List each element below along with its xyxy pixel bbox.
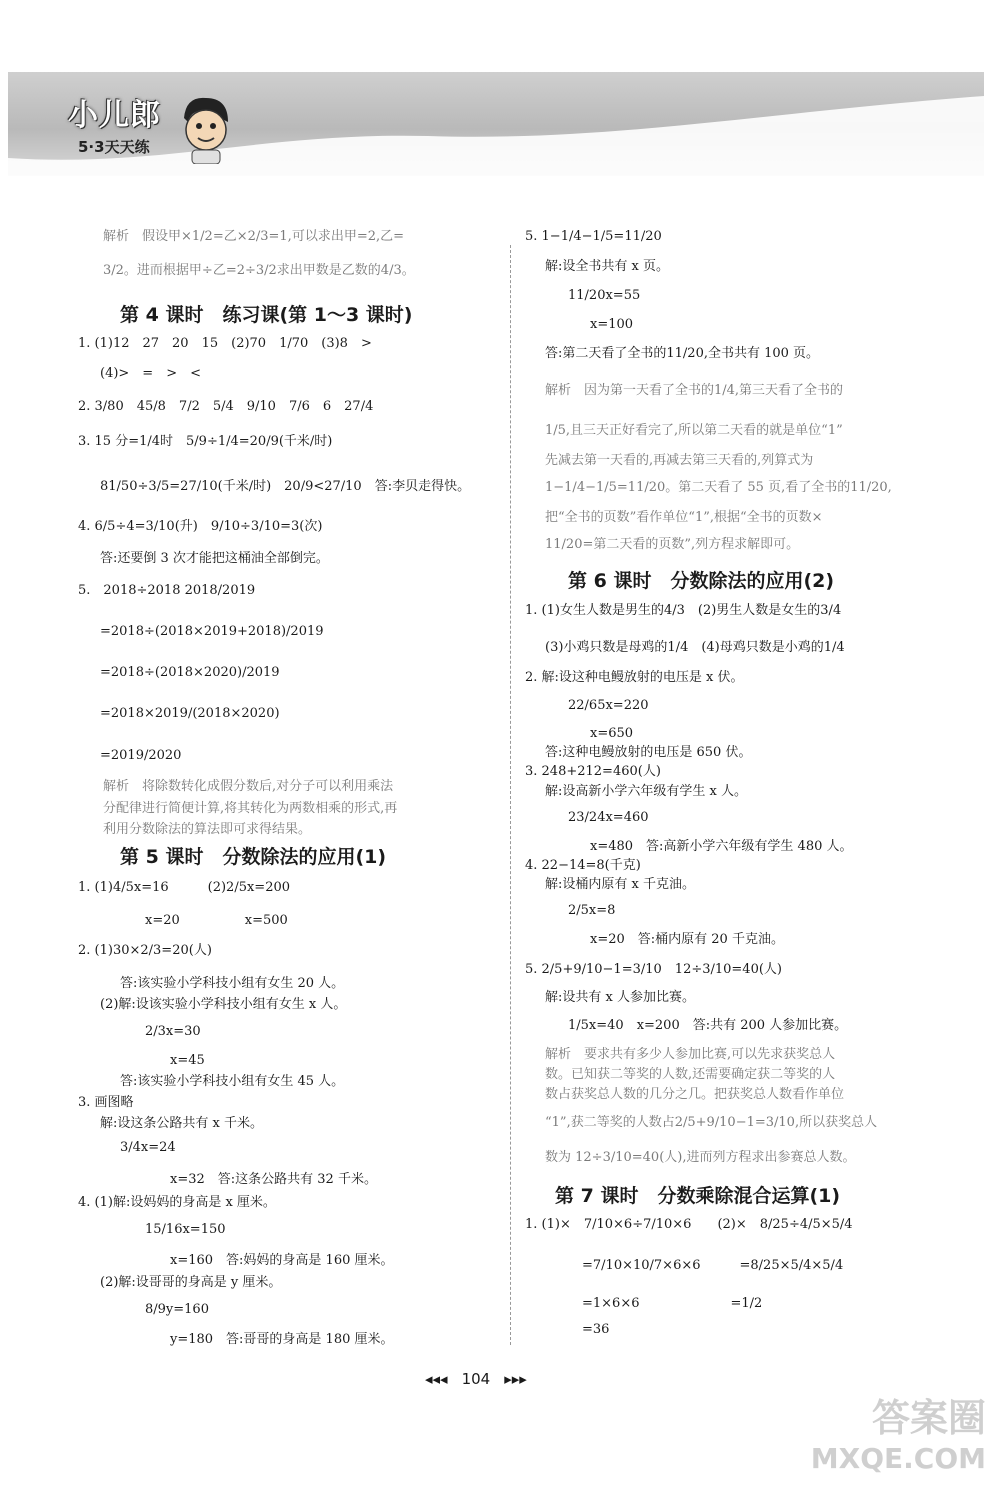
- lesson-6-note-line: “1”,获二等奖的人数占2/5+9/10−1=3/10,所以获奖总人: [545, 1115, 878, 1130]
- lesson-4-line: 81/50÷3/5=27/10(千米/时) 20/9<27/10 答:李贝走得快。: [100, 479, 471, 494]
- lesson-5-line: x=20 x=500: [145, 913, 288, 928]
- lesson-6-line: 1/5x=40 x=200 答:共有 200 人参加比赛。: [568, 1018, 848, 1033]
- lesson-6-line: 4. 22−14=8(千克): [525, 858, 641, 873]
- lesson-6-line: x=20 答:桶内原有 20 千克油。: [590, 932, 784, 947]
- lesson-5b-note-line: 把“全书的页数”看作单位“1”,根据“全书的页数×: [545, 510, 823, 525]
- lesson-6-line: x=480 答:高新小学六年级有学生 480 人。: [590, 839, 853, 854]
- lesson-5b-note-line: 先减去第一天看的,再减去第三天看的,列算式为: [545, 453, 814, 468]
- lesson-6-note-line: 数为 12÷3/10=40(人),进而列方程求出参赛总人数。: [545, 1150, 856, 1165]
- lesson-5-line: x=32 答:这条公路共有 32 千米。: [170, 1172, 377, 1187]
- lesson-6-line: 解:设高新小学六年级有学生 x 人。: [545, 784, 747, 799]
- lesson-5-heading: 第 5 课时 分数除法的应用(1): [120, 846, 387, 868]
- lesson-6-line: 答:这种电鳗放射的电压是 650 伏。: [545, 745, 752, 760]
- lesson-4-note-line: 解析 将除数转化成假分数后,对分子可以利用乘法: [103, 779, 394, 794]
- lesson-6-line: 22/65x=220: [568, 698, 649, 713]
- lesson-4-line: =2018×2019/(2018×2020): [100, 706, 280, 721]
- lesson-7-line: =36: [582, 1322, 610, 1337]
- lesson-5b-note-line: 解析 因为第一天看了全书的1/4,第三天看了全书的: [545, 383, 844, 398]
- watermark-title: 答案圈: [871, 1396, 986, 1440]
- lesson-5-line: x=160 答:妈妈的身高是 160 厘米。: [170, 1253, 394, 1268]
- lesson-5-line: (2)解:设哥哥的身高是 y 厘米。: [100, 1275, 282, 1290]
- lesson-5-line: 8/9y=160: [145, 1302, 209, 1317]
- lesson-5b-line: 5. 1−1/4−1/5=11/20: [525, 229, 662, 244]
- lesson-5-line: x=45: [170, 1053, 205, 1068]
- lesson-5-line: 1. (1)4/5x=16 (2)2/5x=200: [78, 880, 291, 895]
- lesson-5b-line: 11/20x=55: [568, 288, 641, 303]
- column-divider: [510, 245, 511, 1345]
- lesson-6-note-line: 数。已知获二等奖的人数,还需要确定获二等奖的人: [545, 1067, 836, 1082]
- brand-logo: 小儿郎: [68, 98, 161, 133]
- intro-note-line: 解析 假设甲×1/2=乙×2/3=1,可以求出甲=2,乙=: [103, 229, 405, 244]
- lesson-6-line: 2/5x=8: [568, 903, 616, 918]
- lesson-4-line: =2018÷(2018×2019+2018)/2019: [100, 624, 324, 639]
- watermark-url: MXQE.COM: [810, 1442, 986, 1475]
- lesson-4-line: =2019/2020: [100, 748, 182, 763]
- lesson-6-note-line: 数占获奖总人数的几分之几。把获奖总人数看作单位: [545, 1087, 845, 1102]
- lesson-5b-line: 解:设全书共有 x 页。: [545, 259, 669, 274]
- lesson-6-line: 1. (1)女生人数是男生的4/3 (2)男生人数是女生的3/4: [525, 603, 842, 618]
- prev-arrows-icon: ◂◂◂: [425, 1370, 448, 1388]
- lesson-5-line: 解:设这条公路共有 x 千米。: [100, 1116, 263, 1131]
- lesson-6-line: 23/24x=460: [568, 810, 649, 825]
- brand-subtitle: 5·3天天练: [78, 138, 150, 156]
- lesson-5-line: 2/3x=30: [145, 1024, 201, 1039]
- lesson-5-line: 3. 画图略: [78, 1095, 134, 1110]
- lesson-4-line: (4)> = > <: [100, 366, 201, 381]
- lesson-5b-line: x=100: [590, 317, 634, 332]
- lesson-4-heading: 第 4 课时 练习课(第 1～3 课时): [120, 304, 413, 326]
- page-number: 104: [461, 1370, 491, 1388]
- lesson-6-line: 解:设共有 x 人参加比赛。: [545, 990, 695, 1005]
- lesson-7-line: 1. (1)× 7/10×6÷7/10×6 (2)× 8/25÷4/5×5/4: [525, 1217, 853, 1232]
- lesson-6-line: x=650: [590, 726, 634, 741]
- mascot-boy-icon: [176, 92, 234, 164]
- lesson-7-line: =1×6×6 =1/2: [582, 1296, 763, 1311]
- lesson-5b-note-line: 1/5,且三天正好看完了,所以第二天看的就是单位“1”: [545, 423, 843, 438]
- lesson-5-line: 2. (1)30×2/3=20(人): [78, 943, 212, 958]
- intro-note-line: 3/2。进而根据甲÷乙=2÷3/2求出甲数是乙数的4/3。: [103, 263, 415, 278]
- lesson-4-line: =2018÷(2018×2020)/2019: [100, 665, 280, 680]
- lesson-7-line: =7/10×10/7×6×6 =8/25×5/4×5/4: [582, 1258, 844, 1273]
- lesson-5b-note-line: 1−1/4−1/5=11/20。第二天看了 55 页,看了全书的11/20,: [545, 480, 892, 495]
- page-number-bar: [425, 1370, 527, 1388]
- lesson-4-note-line: 分配律进行简便计算,将其转化为两数相乘的形式,再: [103, 801, 398, 816]
- watermark: [811, 1387, 986, 1475]
- lesson-6-note-line: 解析 要求共有多少人参加比赛,可以先求获奖总人: [545, 1047, 836, 1062]
- lesson-5-line: 15/16x=150: [145, 1222, 226, 1237]
- lesson-6-line: 2. 解:设这种电鳗放射的电压是 x 伏。: [525, 670, 744, 685]
- lesson-6-heading: 第 6 课时 分数除法的应用(2): [568, 570, 835, 592]
- lesson-4-note-line: 利用分数除法的算法即可求得结果。: [103, 822, 312, 837]
- lesson-4-line: 4. 6/5÷4=3/10(升) 9/10÷3/10=3(次): [78, 519, 323, 534]
- lesson-5b-note-line: 11/20=第二天看的页数”,列方程求解即可。: [545, 537, 800, 552]
- lesson-4-line: 2. 3/80 45/8 7/2 5/4 9/10 7/6 6 27/4: [78, 399, 374, 414]
- lesson-5-line: y=180 答:哥哥的身高是 180 厘米。: [170, 1332, 394, 1347]
- next-arrows-icon: ▸▸▸: [504, 1370, 527, 1388]
- lesson-4-line: 5. 2018÷2018 2018/2019: [78, 583, 256, 598]
- lesson-4-line: 1. (1)12 27 20 15 (2)70 1/70 (3)8 >: [78, 336, 372, 351]
- lesson-4-line: 答:还要倒 3 次才能把这桶油全部倒完。: [100, 551, 329, 566]
- lesson-5b-line: 答:第二天看了全书的11/20,全书共有 100 页。: [545, 346, 820, 361]
- lesson-6-line: 5. 2/5+9/10−1=3/10 12÷3/10=40(人): [525, 962, 782, 977]
- lesson-4-line: 3. 15 分=1/4时 5/9÷1/4=20/9(千米/时): [78, 434, 333, 449]
- lesson-5-line: 答:该实验小学科技小组有女生 45 人。: [120, 1074, 345, 1089]
- lesson-5-line: 3/4x=24: [120, 1140, 176, 1155]
- lesson-5-line: (2)解:设该实验小学科技小组有女生 x 人。: [100, 997, 347, 1012]
- lesson-6-line: 解:设桶内原有 x 千克油。: [545, 877, 695, 892]
- lesson-6-line: (3)小鸡只数是母鸡的1/4 (4)母鸡只数是小鸡的1/4: [545, 640, 845, 655]
- lesson-5-line: 4. (1)解:设妈妈的身高是 x 厘米。: [78, 1195, 276, 1210]
- lesson-6-line: 3. 248+212=460(人): [525, 764, 661, 779]
- lesson-5-line: 答:该实验小学科技小组有女生 20 人。: [120, 976, 345, 991]
- lesson-7-heading: 第 7 课时 分数乘除混合运算(1): [555, 1185, 841, 1207]
